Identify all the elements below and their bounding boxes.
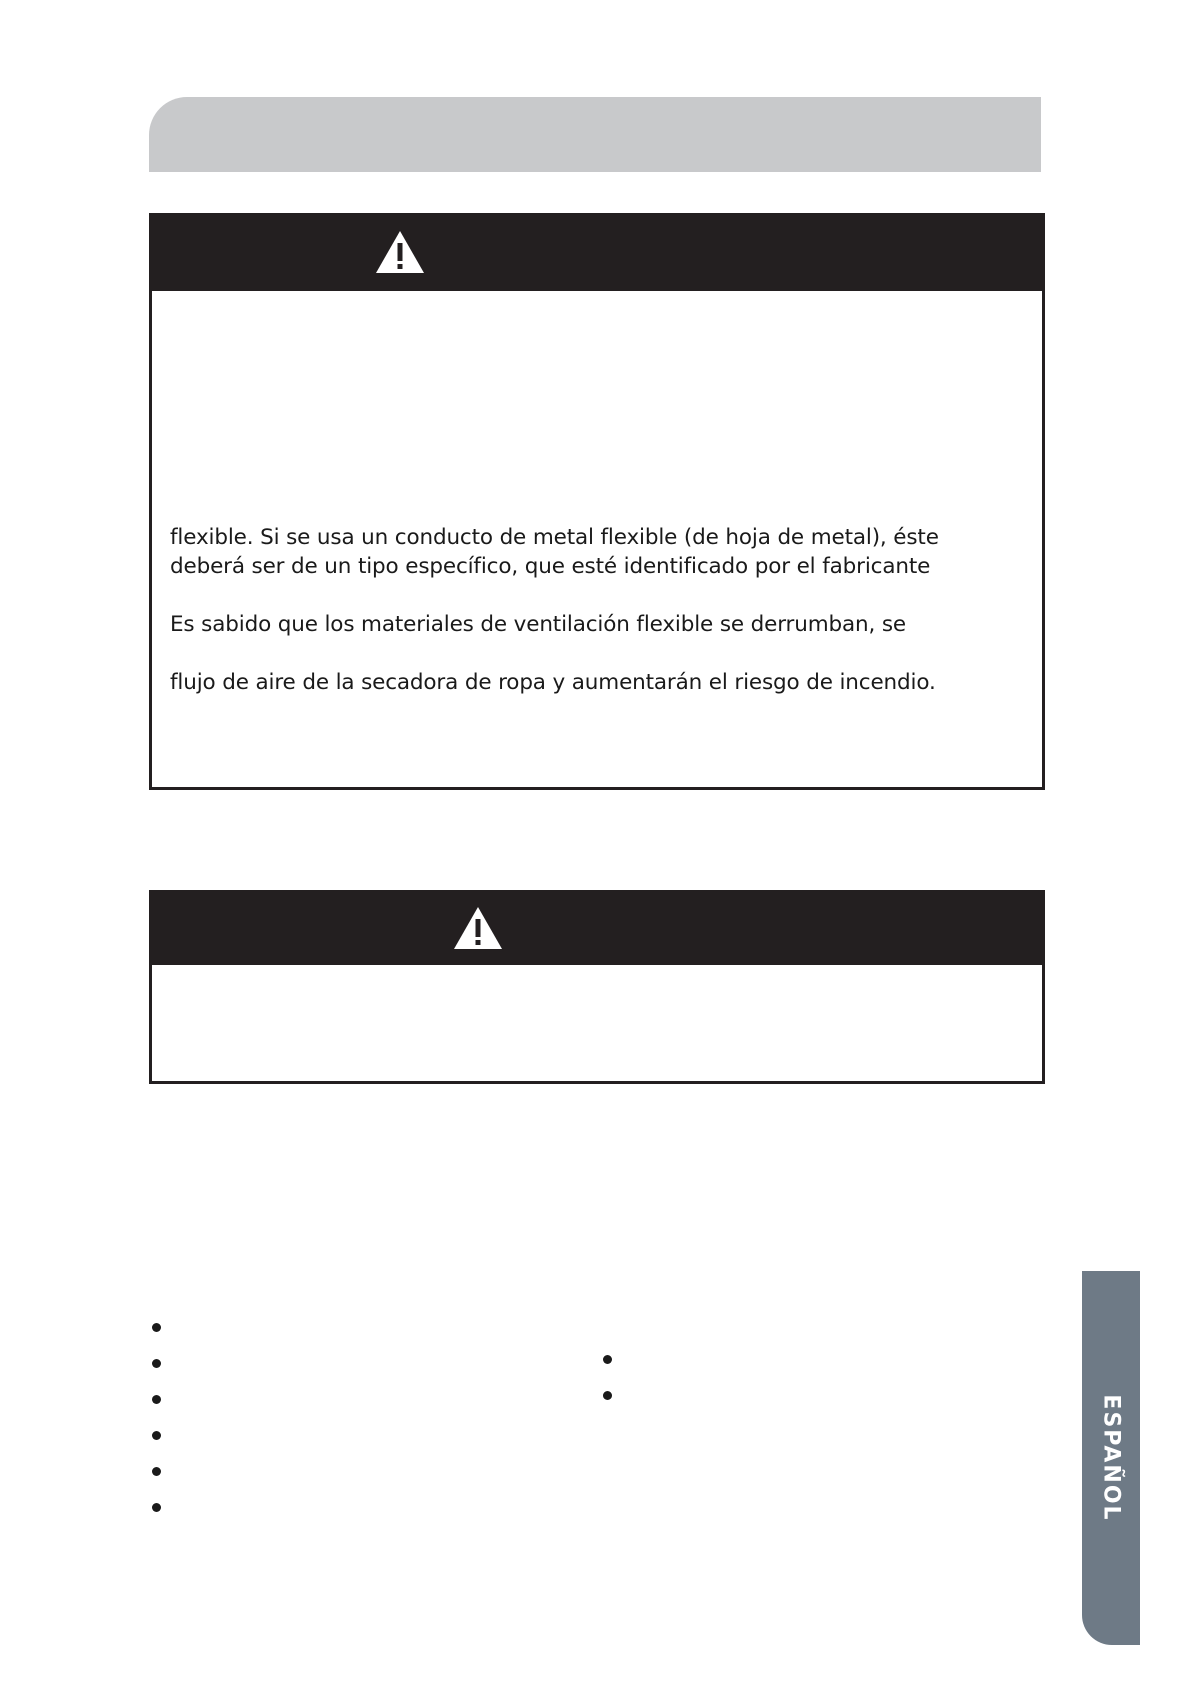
warning-header [152, 216, 1042, 291]
list-item [152, 1323, 161, 1332]
list-item [152, 1395, 161, 1404]
language-tab-label: ESPAÑOL [1098, 1394, 1124, 1522]
bullet-dot [152, 1323, 161, 1332]
bullet-dot [152, 1503, 161, 1512]
bullet-dot [152, 1431, 161, 1440]
warning-text-line: deberá ser de un tipo específico, que esté identificado por el fabricante [170, 554, 931, 579]
bullet-dot [603, 1391, 612, 1400]
list-item [152, 1359, 161, 1368]
warning-box-vent [149, 213, 1045, 790]
bullet-dot [152, 1467, 161, 1476]
list-item [152, 1467, 161, 1476]
list-item [152, 1503, 161, 1512]
warning-header [152, 893, 1042, 965]
section-header-bar [149, 97, 1041, 172]
bullet-dot [152, 1359, 161, 1368]
list-item [603, 1355, 612, 1364]
warning-text-line: Es sabido que los materiales de ventilación flexible se derrumban, se [170, 612, 906, 637]
list-item [152, 1431, 161, 1440]
warning-text-line: flujo de aire de la secadora de ropa y aumentarán el riesgo de incendio. [170, 670, 936, 695]
warning-triangle-icon [374, 229, 426, 275]
warning-box-second [149, 890, 1045, 1084]
language-tab[interactable] [1082, 1271, 1140, 1645]
list-item [603, 1391, 612, 1400]
warning-text-line: flexible. Si se usa un conducto de metal flexible (de hoja de metal), éste [170, 525, 939, 550]
warning-triangle-icon [452, 905, 504, 951]
bullet-dot [603, 1355, 612, 1364]
bullet-dot [152, 1395, 161, 1404]
